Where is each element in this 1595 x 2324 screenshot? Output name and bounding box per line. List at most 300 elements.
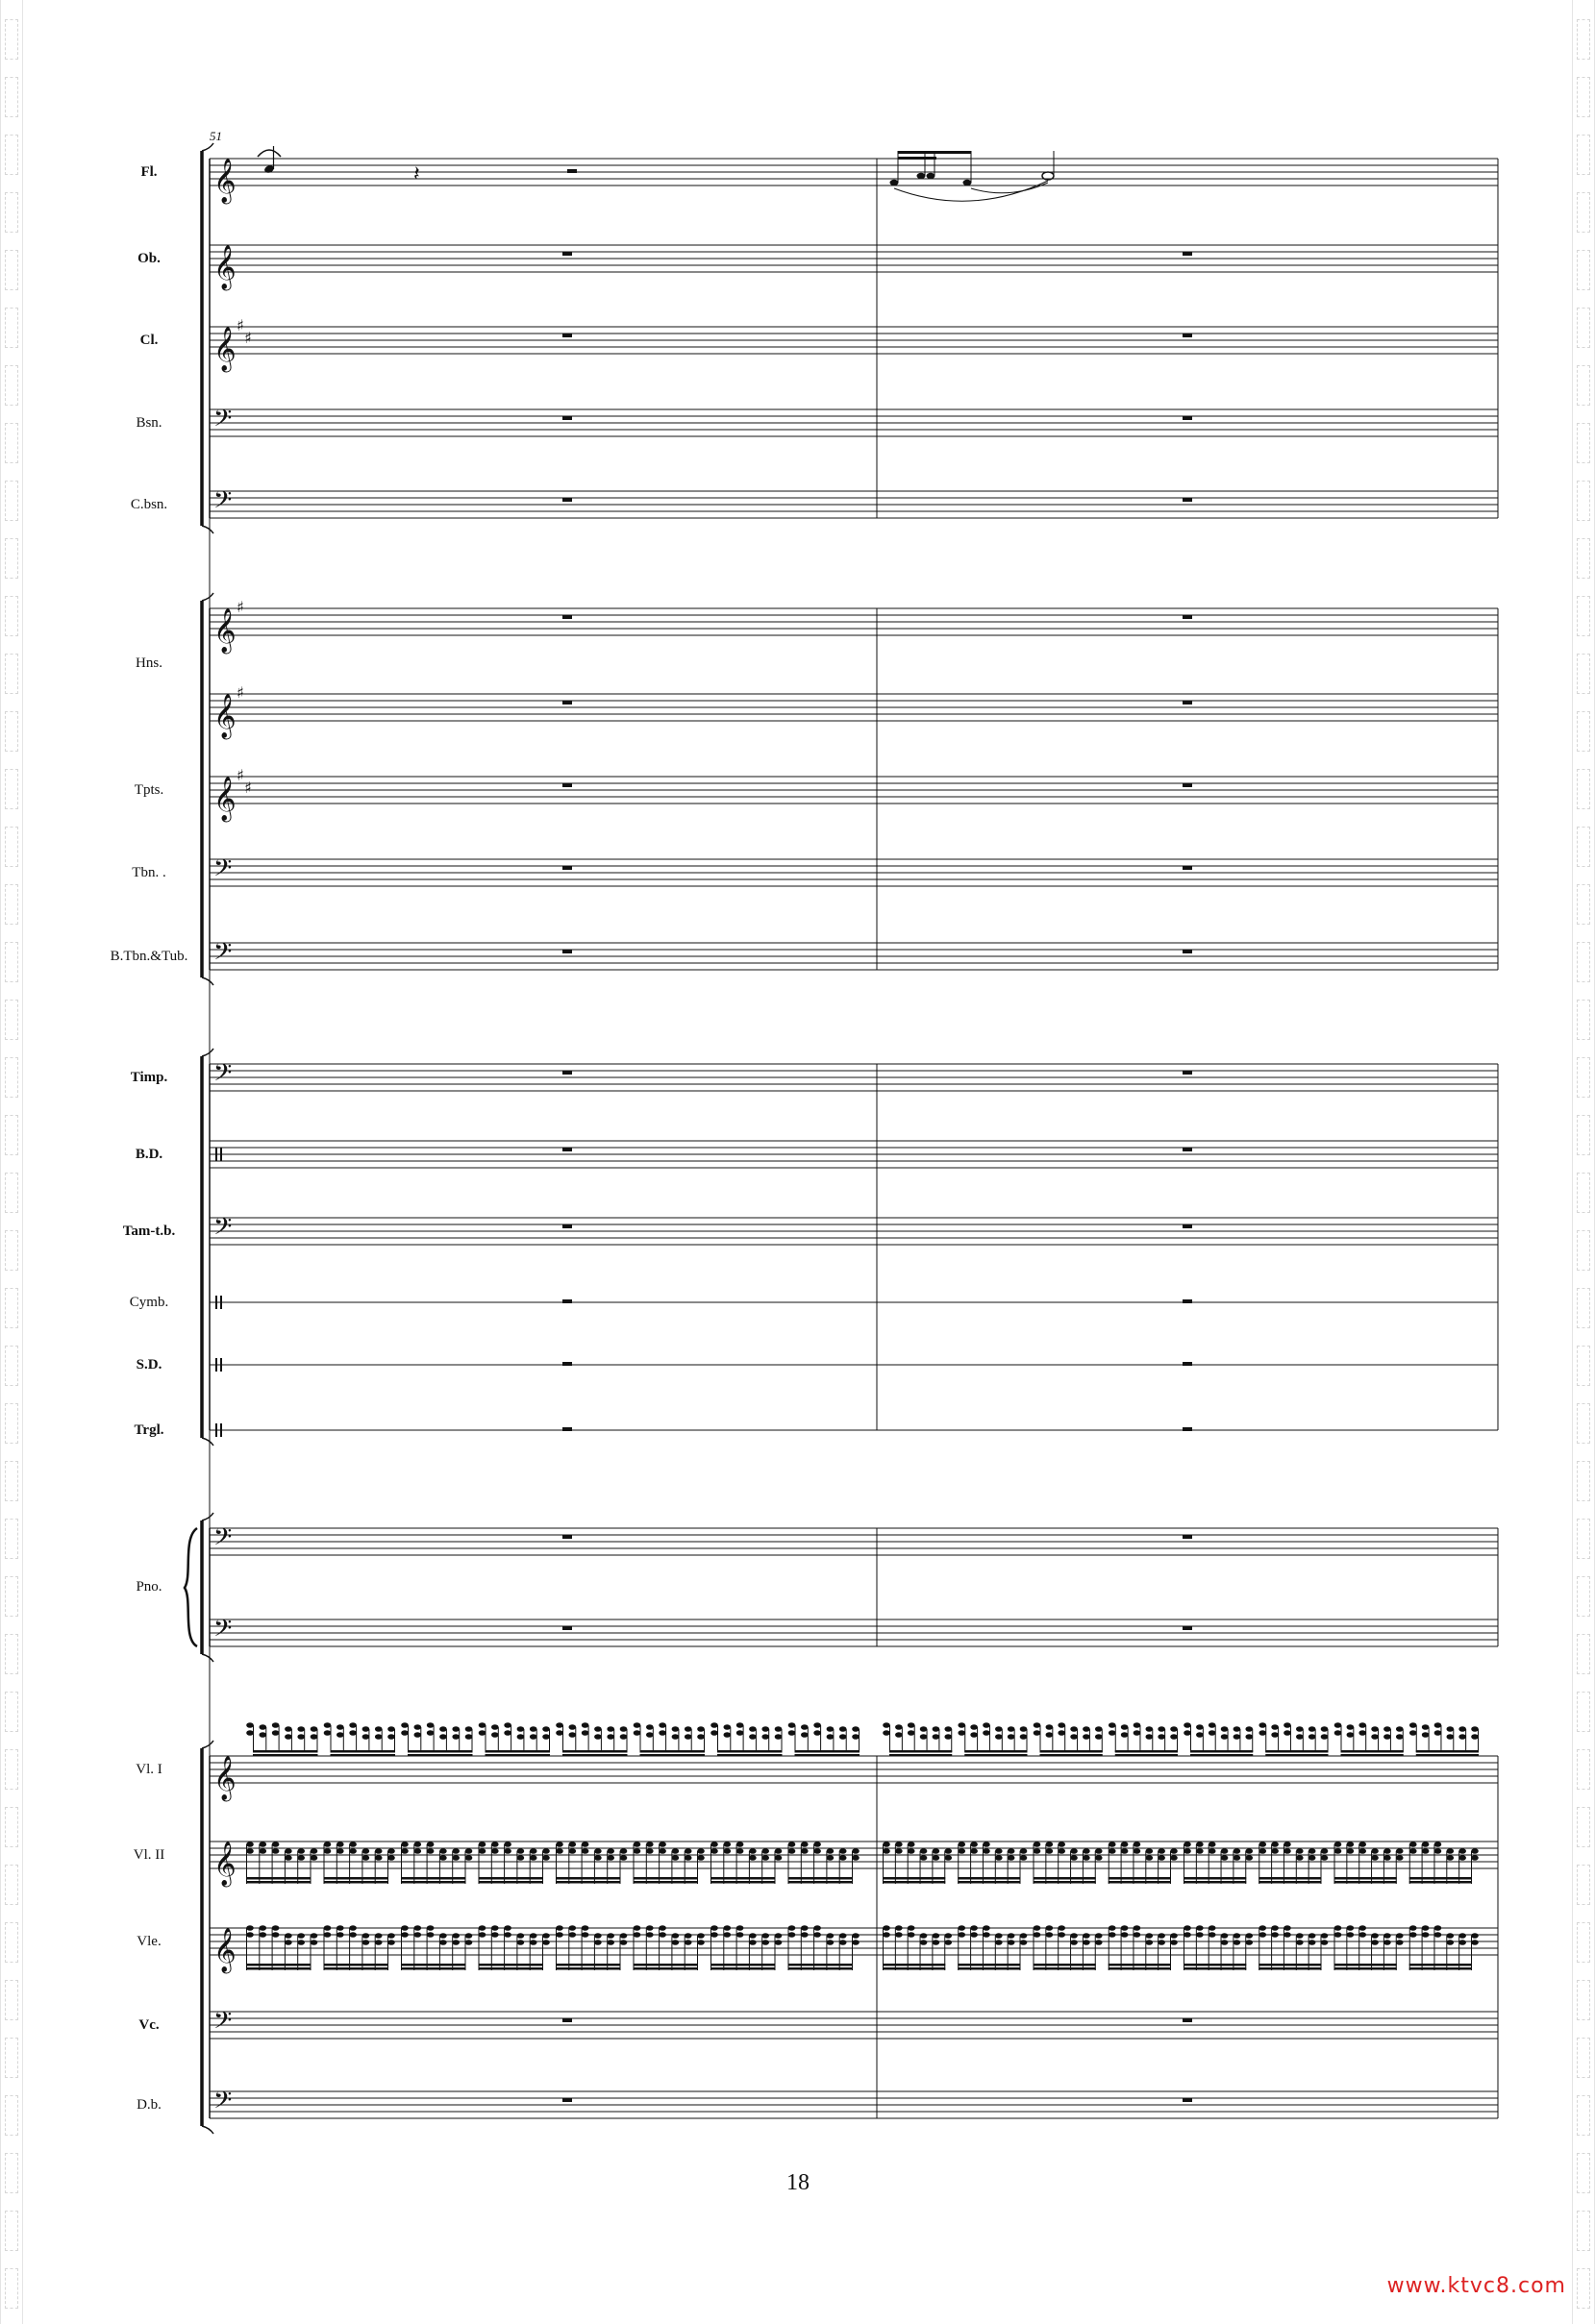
beam bbox=[486, 1754, 551, 1757]
note-head bbox=[672, 1940, 680, 1945]
note-head bbox=[1409, 1932, 1417, 1938]
note-head bbox=[324, 1730, 332, 1736]
beam bbox=[401, 1967, 466, 1970]
whole-rest bbox=[1183, 866, 1192, 870]
note-head bbox=[1058, 1842, 1065, 1847]
note-head bbox=[883, 1842, 890, 1847]
beam bbox=[1409, 1964, 1472, 1966]
note-head bbox=[659, 1722, 666, 1728]
beam bbox=[1034, 1967, 1096, 1970]
note-head bbox=[362, 1726, 370, 1732]
note-head bbox=[1221, 1734, 1229, 1740]
whole-rest bbox=[1183, 1535, 1192, 1539]
note-head bbox=[958, 1722, 965, 1728]
note-head bbox=[311, 1855, 318, 1861]
note-head bbox=[1070, 1940, 1078, 1945]
note-head bbox=[1146, 1940, 1154, 1945]
note-head bbox=[813, 1722, 821, 1728]
note-head bbox=[958, 1925, 965, 1931]
beam bbox=[958, 1964, 1020, 1966]
note-head bbox=[827, 1933, 835, 1939]
beam bbox=[324, 1967, 389, 1970]
note-head bbox=[1471, 1726, 1479, 1732]
note-head bbox=[1058, 1925, 1065, 1931]
whole-rest bbox=[1183, 950, 1192, 953]
note-head bbox=[710, 1848, 718, 1854]
note-head bbox=[852, 1933, 860, 1939]
note-head bbox=[387, 1848, 395, 1854]
whole-rest bbox=[562, 615, 572, 619]
note-head bbox=[1070, 1848, 1078, 1854]
note-head bbox=[883, 1925, 890, 1931]
whole-rest bbox=[562, 2098, 572, 2102]
beam bbox=[401, 1881, 466, 1884]
note-head bbox=[920, 1726, 928, 1732]
note-head bbox=[1321, 1726, 1329, 1732]
note-head bbox=[634, 1722, 641, 1728]
note-head bbox=[1234, 1726, 1241, 1732]
whole-rest bbox=[1183, 252, 1192, 256]
note-head bbox=[285, 1848, 292, 1854]
bracket-hook bbox=[202, 1654, 213, 1662]
note-head bbox=[697, 1855, 705, 1861]
note-head bbox=[1371, 1940, 1379, 1945]
beam bbox=[634, 1964, 699, 1966]
note-head bbox=[260, 1932, 267, 1938]
note-head bbox=[1196, 1848, 1204, 1854]
beam bbox=[958, 1881, 1020, 1884]
whole-rest bbox=[1183, 1626, 1192, 1630]
note-head bbox=[349, 1730, 357, 1736]
note-head bbox=[375, 1855, 383, 1861]
note-head bbox=[1471, 1855, 1479, 1861]
note-head bbox=[1447, 1933, 1455, 1939]
beam bbox=[1184, 1967, 1246, 1970]
beam bbox=[1259, 1877, 1321, 1880]
beam bbox=[479, 1964, 544, 1966]
note-head bbox=[1422, 1932, 1430, 1938]
note-head bbox=[1308, 1734, 1316, 1740]
note-head bbox=[1422, 1724, 1430, 1730]
beam bbox=[1334, 1967, 1397, 1970]
note-head bbox=[672, 1734, 680, 1740]
note-head bbox=[387, 1855, 395, 1861]
beam bbox=[889, 1754, 952, 1757]
note-head bbox=[260, 1842, 267, 1847]
note-head bbox=[439, 1726, 447, 1732]
note-head bbox=[933, 1940, 940, 1945]
note-head bbox=[297, 1726, 305, 1732]
whole-rest bbox=[562, 1224, 572, 1228]
note-head bbox=[1083, 1933, 1090, 1939]
note-head bbox=[1371, 1726, 1379, 1732]
note-head bbox=[775, 1848, 783, 1854]
instrument-label: B.D. bbox=[135, 1147, 163, 1162]
note-head bbox=[1083, 1726, 1090, 1732]
note-head bbox=[401, 1842, 409, 1847]
instrument-label: Pno. bbox=[136, 1579, 162, 1595]
note-head bbox=[414, 1842, 422, 1847]
note-head bbox=[710, 1842, 718, 1847]
note-head bbox=[883, 1722, 890, 1728]
note-head bbox=[1458, 1933, 1466, 1939]
note-head bbox=[724, 1842, 732, 1847]
note-head bbox=[944, 1848, 952, 1854]
note-head bbox=[958, 1842, 965, 1847]
whole-rest bbox=[1183, 498, 1192, 502]
note-head bbox=[1447, 1855, 1455, 1861]
instrument-label: Vc. bbox=[138, 2017, 160, 2033]
beam bbox=[479, 1967, 544, 1970]
beam bbox=[1040, 1750, 1103, 1753]
note-head bbox=[1046, 1842, 1054, 1847]
sharp-icon: ♯ bbox=[244, 329, 252, 347]
note-head bbox=[685, 1734, 692, 1740]
note-head bbox=[594, 1940, 602, 1945]
note-head bbox=[1458, 1734, 1466, 1740]
note-head bbox=[504, 1848, 511, 1854]
note-head bbox=[839, 1734, 847, 1740]
bracket-hook bbox=[202, 2126, 213, 2134]
note-head bbox=[542, 1734, 550, 1740]
note-head bbox=[414, 1732, 422, 1738]
note-head bbox=[920, 1848, 928, 1854]
beam bbox=[246, 1877, 312, 1880]
note-head bbox=[517, 1734, 525, 1740]
note-head bbox=[1058, 1722, 1065, 1728]
beam bbox=[1034, 1964, 1096, 1966]
note-head bbox=[1234, 1940, 1241, 1945]
note-head bbox=[1383, 1855, 1391, 1861]
note-head bbox=[710, 1730, 718, 1736]
note-head bbox=[504, 1730, 511, 1736]
note-head bbox=[1283, 1722, 1291, 1728]
note-head bbox=[1383, 1940, 1391, 1945]
note-head bbox=[1058, 1932, 1065, 1938]
note-head bbox=[883, 1730, 890, 1736]
instrument-label: Hns. bbox=[136, 655, 162, 671]
note-head bbox=[1058, 1848, 1065, 1854]
note-head bbox=[1308, 1855, 1316, 1861]
note-head bbox=[839, 1848, 847, 1854]
note-head bbox=[620, 1933, 628, 1939]
note-head bbox=[349, 1932, 357, 1938]
beam bbox=[479, 1877, 544, 1880]
instrument-label: Vl. II bbox=[133, 1847, 165, 1863]
note-head bbox=[1347, 1724, 1355, 1730]
note-head bbox=[1158, 1933, 1165, 1939]
bass-clef: 𝄢 bbox=[213, 1615, 233, 1648]
note-head bbox=[895, 1724, 903, 1730]
watermark-logo: www.ktvc8.com bbox=[1386, 2274, 1566, 2298]
beam bbox=[246, 1964, 312, 1966]
note-head bbox=[852, 1848, 860, 1854]
bass-clef: 𝄢 bbox=[213, 2007, 233, 2040]
note-head bbox=[1458, 1940, 1466, 1945]
note-head bbox=[260, 1925, 267, 1931]
instrument-label: B.Tbn.&Tub. bbox=[110, 949, 188, 964]
note-head bbox=[375, 1940, 383, 1945]
note-head bbox=[556, 1848, 563, 1854]
note-head bbox=[1245, 1734, 1253, 1740]
note-head bbox=[685, 1848, 692, 1854]
note-head bbox=[1434, 1932, 1442, 1938]
note-head bbox=[607, 1940, 614, 1945]
note-head bbox=[1259, 1730, 1266, 1736]
note-head bbox=[1471, 1940, 1479, 1945]
note-head bbox=[788, 1925, 796, 1931]
note-head bbox=[1020, 1848, 1028, 1854]
note-head bbox=[659, 1730, 666, 1736]
note-head bbox=[491, 1732, 499, 1738]
bass-clef: 𝄢 bbox=[213, 1523, 233, 1557]
beam bbox=[1034, 1877, 1096, 1880]
note-head bbox=[324, 1848, 332, 1854]
note-head bbox=[427, 1722, 435, 1728]
note-head bbox=[852, 1734, 860, 1740]
note-head bbox=[594, 1734, 602, 1740]
note-head bbox=[362, 1855, 370, 1861]
note-head bbox=[620, 1726, 628, 1732]
note-head bbox=[1422, 1842, 1430, 1847]
note-head bbox=[1458, 1848, 1466, 1854]
instrument-label: Bsn. bbox=[136, 415, 162, 431]
note-head bbox=[1347, 1848, 1355, 1854]
note-head bbox=[375, 1726, 383, 1732]
bass-clef: 𝄢 bbox=[213, 1213, 233, 1247]
note-head bbox=[1121, 1724, 1129, 1730]
note-head bbox=[749, 1848, 757, 1854]
beam bbox=[883, 1881, 945, 1884]
note-head bbox=[297, 1734, 305, 1740]
note-head bbox=[504, 1722, 511, 1728]
note-head bbox=[883, 1932, 890, 1938]
beam bbox=[253, 1754, 318, 1757]
note-head bbox=[1109, 1925, 1116, 1931]
note-head bbox=[311, 1940, 318, 1945]
whole-rest bbox=[1183, 2098, 1192, 2102]
beam bbox=[1265, 1750, 1328, 1753]
note-head bbox=[1409, 1730, 1417, 1736]
beam bbox=[1409, 1881, 1472, 1884]
note-head bbox=[285, 1726, 292, 1732]
beam bbox=[1259, 1967, 1321, 1970]
note-head bbox=[414, 1932, 422, 1938]
note-head bbox=[970, 1932, 978, 1938]
note-head bbox=[1184, 1842, 1191, 1847]
note-head bbox=[1170, 1848, 1178, 1854]
note-head bbox=[672, 1933, 680, 1939]
note-head bbox=[1209, 1722, 1216, 1728]
beam bbox=[253, 1750, 318, 1753]
beam bbox=[401, 1877, 466, 1880]
note-head bbox=[920, 1940, 928, 1945]
note-head bbox=[1396, 1734, 1404, 1740]
note-head bbox=[908, 1730, 915, 1736]
note-head bbox=[272, 1730, 280, 1736]
bracket-hook bbox=[202, 1049, 213, 1056]
note-head bbox=[697, 1933, 705, 1939]
bass-clef: 𝄢 bbox=[213, 486, 233, 520]
note-head bbox=[1209, 1932, 1216, 1938]
treble-clef: 𝄞 bbox=[213, 245, 237, 289]
note-head bbox=[944, 1940, 952, 1945]
note-head bbox=[983, 1722, 990, 1728]
beam bbox=[788, 1877, 854, 1880]
note-head bbox=[439, 1940, 447, 1945]
note-head bbox=[246, 1848, 254, 1854]
note-head bbox=[479, 1925, 486, 1931]
note-head bbox=[556, 1932, 563, 1938]
beam bbox=[1184, 1964, 1246, 1966]
note-head bbox=[890, 180, 899, 185]
note-head bbox=[1008, 1734, 1015, 1740]
note-head bbox=[749, 1734, 757, 1740]
note-head bbox=[336, 1848, 344, 1854]
note-head bbox=[1046, 1848, 1054, 1854]
note-head bbox=[933, 1726, 940, 1732]
note-head bbox=[1046, 1724, 1054, 1730]
beam bbox=[1341, 1750, 1404, 1753]
note-head bbox=[1095, 1726, 1103, 1732]
measure-number: 51 bbox=[210, 129, 222, 143]
note-head bbox=[620, 1855, 628, 1861]
beam bbox=[964, 1750, 1027, 1753]
note-head bbox=[895, 1732, 903, 1738]
note-head bbox=[634, 1848, 641, 1854]
note-head bbox=[465, 1940, 473, 1945]
note-head bbox=[479, 1730, 486, 1736]
note-head bbox=[311, 1726, 318, 1732]
note-head bbox=[427, 1925, 435, 1931]
note-head bbox=[895, 1925, 903, 1931]
note-head bbox=[530, 1940, 537, 1945]
note-head bbox=[1184, 1848, 1191, 1854]
note-head bbox=[465, 1848, 473, 1854]
beam bbox=[1040, 1754, 1103, 1757]
note-head bbox=[465, 1734, 473, 1740]
note-head bbox=[569, 1848, 577, 1854]
note-head bbox=[1458, 1726, 1466, 1732]
note-head bbox=[1334, 1848, 1342, 1854]
note-head bbox=[1245, 1848, 1253, 1854]
note-head bbox=[736, 1932, 744, 1938]
note-head bbox=[1020, 1734, 1028, 1740]
note-head bbox=[1046, 1925, 1054, 1931]
note-head bbox=[594, 1848, 602, 1854]
note-head bbox=[1271, 1732, 1279, 1738]
note-head bbox=[1283, 1730, 1291, 1736]
bracket-hook bbox=[202, 593, 213, 601]
note-head bbox=[427, 1848, 435, 1854]
note-head bbox=[920, 1734, 928, 1740]
whole-rest bbox=[562, 1148, 572, 1151]
note-head bbox=[1409, 1848, 1417, 1854]
quarter-rest: 𝄽 bbox=[413, 162, 420, 186]
note-head bbox=[933, 1734, 940, 1740]
note-head bbox=[569, 1932, 577, 1938]
beam bbox=[710, 1967, 776, 1970]
note-head bbox=[908, 1925, 915, 1931]
instrument-label: Vle. bbox=[137, 1934, 162, 1949]
beam bbox=[964, 1754, 1027, 1757]
note-head bbox=[1296, 1855, 1304, 1861]
note-head bbox=[944, 1933, 952, 1939]
note-head bbox=[1358, 1722, 1366, 1728]
note-head bbox=[839, 1855, 847, 1861]
note-head bbox=[775, 1933, 783, 1939]
whole-rest bbox=[1183, 1299, 1192, 1303]
note-head bbox=[1434, 1925, 1442, 1931]
beam bbox=[710, 1881, 776, 1884]
note-head bbox=[672, 1726, 680, 1732]
beam bbox=[331, 1754, 396, 1757]
note-head bbox=[1034, 1848, 1041, 1854]
note-head bbox=[724, 1732, 732, 1738]
note-head bbox=[1234, 1734, 1241, 1740]
note-head bbox=[1221, 1933, 1229, 1939]
note-head bbox=[387, 1933, 395, 1939]
note-head bbox=[908, 1842, 915, 1847]
note-head bbox=[710, 1932, 718, 1938]
note-head bbox=[927, 173, 935, 179]
note-head bbox=[260, 1724, 267, 1730]
note-head bbox=[775, 1855, 783, 1861]
note-head bbox=[594, 1855, 602, 1861]
note-head bbox=[958, 1848, 965, 1854]
note-head bbox=[995, 1726, 1003, 1732]
note-head bbox=[324, 1722, 332, 1728]
note-head bbox=[1221, 1855, 1229, 1861]
note-head bbox=[1371, 1848, 1379, 1854]
note-head bbox=[349, 1925, 357, 1931]
note-head bbox=[530, 1855, 537, 1861]
beam bbox=[710, 1877, 776, 1880]
note-head bbox=[983, 1925, 990, 1931]
note-head bbox=[324, 1842, 332, 1847]
note-head bbox=[920, 1855, 928, 1861]
note-head bbox=[659, 1925, 666, 1931]
note-head bbox=[1058, 1730, 1065, 1736]
note-head bbox=[749, 1726, 757, 1732]
note-head bbox=[542, 1933, 550, 1939]
whole-rest bbox=[562, 701, 572, 705]
whole-rest bbox=[562, 866, 572, 870]
note-head bbox=[362, 1940, 370, 1945]
note-head bbox=[479, 1842, 486, 1847]
bass-clef: 𝄢 bbox=[213, 1059, 233, 1093]
note-head bbox=[1070, 1726, 1078, 1732]
note-head bbox=[1008, 1726, 1015, 1732]
note-head bbox=[387, 1734, 395, 1740]
note-head bbox=[582, 1925, 589, 1931]
note-head bbox=[1296, 1848, 1304, 1854]
beam bbox=[883, 1877, 945, 1880]
note-head bbox=[1245, 1940, 1253, 1945]
note-head bbox=[1121, 1925, 1129, 1931]
beam bbox=[788, 1881, 854, 1884]
note-head bbox=[749, 1940, 757, 1945]
note-head bbox=[1409, 1722, 1417, 1728]
note-head bbox=[1109, 1722, 1116, 1728]
whole-rest bbox=[562, 2018, 572, 2022]
note-head bbox=[995, 1734, 1003, 1740]
note-head bbox=[401, 1925, 409, 1931]
whole-rest bbox=[562, 950, 572, 953]
instrument-label: Cl. bbox=[139, 333, 159, 348]
note-head bbox=[439, 1848, 447, 1854]
note-head bbox=[1396, 1848, 1404, 1854]
